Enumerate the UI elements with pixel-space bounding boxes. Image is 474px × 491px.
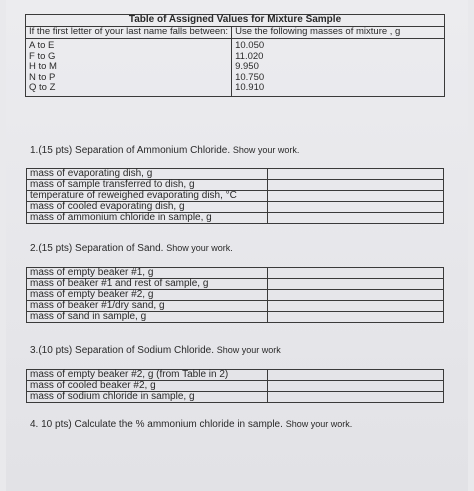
table-row	[27, 381, 444, 392]
mixture-mass-cell: 9.950	[235, 61, 259, 72]
answer-cell[interactable]	[268, 202, 444, 213]
question-2-table	[26, 267, 444, 323]
question-3-heading	[30, 345, 281, 356]
row-label: temperature of reweighed evaporating dish, °C	[27, 191, 268, 202]
question-4-heading	[30, 419, 352, 430]
assigned-values-title: Table of Assigned Values for Mixture Sample	[26, 15, 445, 27]
answer-cell[interactable]	[268, 180, 444, 191]
answer-cell[interactable]	[268, 191, 444, 202]
answer-cell[interactable]	[267, 370, 443, 381]
row-label: mass of sand in sample, g	[27, 312, 268, 323]
question-1-heading	[30, 145, 299, 156]
answer-cell[interactable]	[267, 301, 443, 312]
question-3-table	[26, 369, 444, 403]
name-range-cell: A to E	[29, 40, 55, 51]
question-1-show-work: Show your work.	[232, 145, 300, 155]
answer-cell[interactable]	[267, 279, 443, 290]
row-label: mass of ammonium chloride in sample, g	[27, 213, 268, 224]
question-2-show-work: Show your work.	[166, 243, 233, 253]
question-3-show-work: Show your work	[216, 345, 281, 355]
question-1-table	[26, 168, 444, 224]
row-label: mass of empty beaker #1, g	[27, 268, 268, 279]
answer-cell[interactable]	[268, 169, 444, 180]
question-4-prompt: 4. 10 pts) Calculate the % ammonium chloride in sample.	[30, 419, 283, 430]
table-row	[27, 392, 444, 403]
row-label: mass of sodium chloride in sample, g	[27, 392, 268, 403]
row-label: mass of empty beaker #2, g	[27, 290, 268, 301]
row-label: mass of cooled beaker #2, g	[27, 381, 268, 392]
mixture-mass-cell: 10.050	[235, 40, 265, 51]
question-2-prompt: 2.(15 pts) Separation of Sand.	[30, 243, 164, 254]
row-label: mass of beaker #1 and rest of sample, g	[27, 279, 268, 290]
mixture-mass-header: Use the following masses of mixture , g	[232, 27, 445, 39]
mixture-mass-cell: 11.020	[235, 50, 264, 62]
table-row	[27, 301, 444, 312]
answer-cell[interactable]	[267, 268, 443, 279]
table-row	[27, 279, 444, 290]
answer-cell[interactable]	[267, 290, 443, 301]
mixture-mass-cell: 10.910	[235, 82, 265, 93]
table-row	[27, 191, 444, 202]
table-row	[27, 370, 444, 381]
question-3-prompt: 3.(10 pts) Separation of Sodium Chloride.	[30, 345, 214, 356]
assigned-values-table	[25, 14, 445, 97]
answer-cell[interactable]	[267, 312, 443, 323]
name-range-column	[26, 39, 232, 97]
table-row	[27, 312, 444, 323]
question-1-prompt: 1.(15 pts) Separation of Ammonium Chloride.	[30, 145, 231, 156]
row-label: mass of evaporating dish, g	[27, 169, 268, 180]
table-row	[27, 202, 444, 213]
row-label: mass of beaker #1/dry sand, g	[27, 301, 268, 312]
question-4-show-work: Show your work.	[285, 419, 353, 429]
name-range-cell: N to P	[29, 71, 56, 83]
table-row	[27, 213, 444, 224]
name-range-header: If the first letter of your last name falls between:	[26, 27, 232, 39]
name-range-cell: Q to Z	[29, 82, 56, 93]
row-label: mass of empty beaker #2, g (from Table in 2)	[27, 370, 268, 381]
table-row	[27, 268, 444, 279]
question-2-heading	[30, 243, 233, 254]
name-range-cell: H to M	[29, 61, 57, 72]
answer-cell[interactable]	[267, 392, 443, 403]
name-range-cell: F to G	[29, 50, 56, 62]
row-label: mass of cooled evaporating dish, g	[27, 202, 268, 213]
answer-cell[interactable]	[267, 381, 443, 392]
mixture-mass-column	[232, 39, 445, 97]
table-row	[27, 180, 444, 191]
table-row	[27, 169, 444, 180]
table-row	[27, 290, 444, 301]
row-label: mass of sample transferred to dish, g	[27, 180, 268, 191]
answer-cell[interactable]	[268, 213, 444, 224]
mixture-mass-cell: 10.750	[235, 71, 265, 83]
